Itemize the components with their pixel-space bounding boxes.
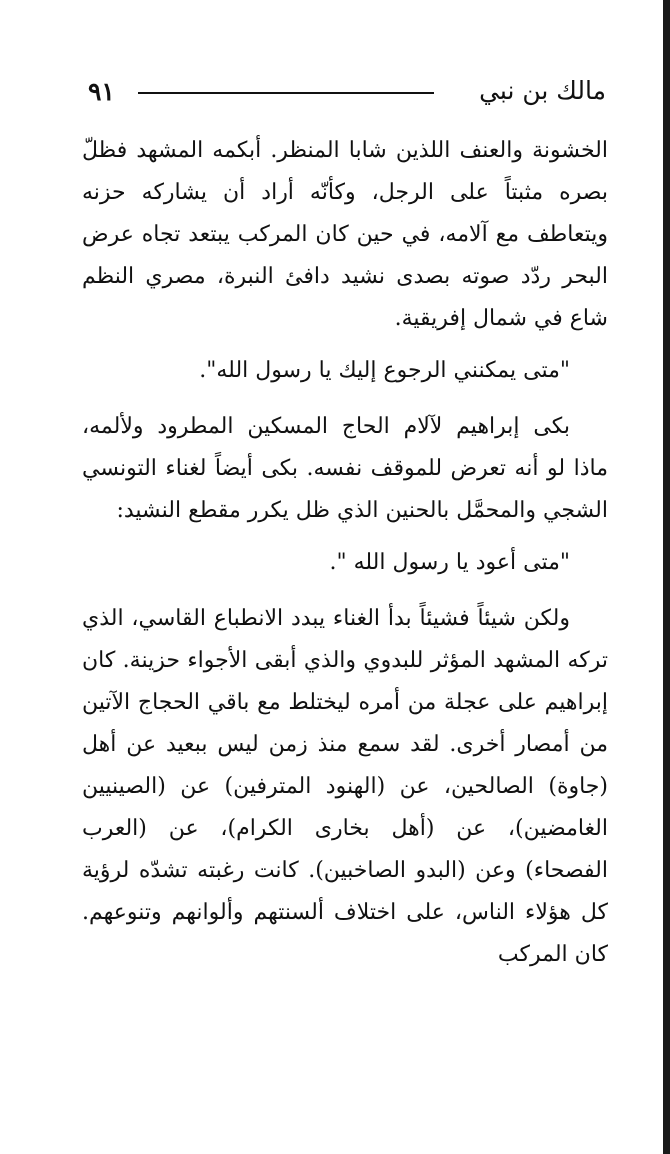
spacer: [82, 340, 608, 350]
spacer: [82, 392, 608, 406]
running-title: مالك بن نبي: [479, 76, 606, 105]
quote-2: "متى أعود يا رسول الله ".: [329, 550, 570, 575]
paragraph-1: الخشونة والعنف اللذين شابا المنظر. أبكمه المشهد فظلّ بصره مثبتاً على الرجل، وكأنّه أراد أن يشاركه حزنه ويتعاطف مع آلامه، في حين كان المركب يبتعد تجاه عرض البحر ردّد صوته بصدى نشيد دافئ النبرة، مصري النظم شاع في شمال إفريقية.: [82, 138, 608, 331]
quote-1: "متى يمكنني الرجوع إليك يا رسول الله".: [199, 358, 570, 383]
spacer: [82, 584, 608, 598]
page-edge-shadow: [663, 0, 670, 1154]
spacer: [82, 532, 608, 542]
paragraph-2: بكى إبراهيم لآلام الحاج المسكين المطرود ولألمه، ماذا لو أنه تعرض للموقف نفسه. بكى أيضاً لغناء التونسي الشجي والمحمَّل بالحنين الذي ظل يكرر مقطع النشيد:: [82, 414, 608, 523]
paragraph-3: ولكن شيئاً فشيئاً بدأ الغناء يبدد الانطباع القاسي، الذي تركه المشهد المؤثر للبدوي والذي أبقى الأجواء حزينة. كان إبراهيم على عجلة من أمره ليختلط مع باقي الحجاج الآتين من أمصار أخرى. لقد سمع منذ زمن ليس ببعيد عن أهل (جاوة) الصالحين، عن (الهنود المترفين) عن (الصينيين الغامضين)، عن (أهل بخارى الكرام)، عن (العرب الفصحاء) وعن (البدو الصاخبين). كانت رغبته تشدّه لرؤية كل هؤلاء الناس، على اختلاف ألسنتهم وألوانهم وتنوعهم. كان المركب: [82, 606, 608, 967]
page-number: ٩١: [88, 77, 115, 106]
page-header: [88, 72, 606, 112]
page-body: [82, 130, 608, 976]
header-rule: [138, 92, 434, 94]
